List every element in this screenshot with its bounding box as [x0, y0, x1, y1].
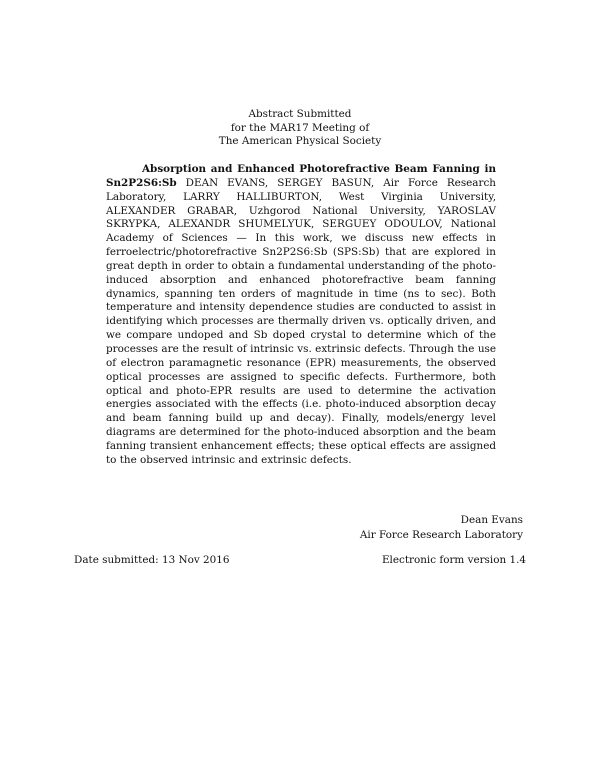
- header-line-society: The American Physical Society: [218, 135, 382, 147]
- date-submitted: Date submitted: 13 Nov 2016: [74, 554, 230, 566]
- abstract-authors: DEAN EVANS, SERGEY BASUN, Air Force Research Laboratory, LARRY HALLIBURTON, West Virginia University, ALEXANDER GRABAR, Uzhgorod National University, YAROSLAV SKRYPKA, ALEXANDR SHUMELYUK, SERGUEY ODOULOV, National Academy of Sciences: [106, 176, 496, 245]
- signature-affiliation: Air Force Research Laboratory: [359, 528, 523, 541]
- form-version: Electronic form version 1.4: [381, 554, 526, 566]
- header-line-meeting: for the MAR17 Meeting of: [230, 121, 370, 134]
- submission-header: [0, 108, 600, 149]
- abstract-separator: —: [236, 232, 247, 245]
- signature-block: [360, 513, 523, 542]
- header-line-abstract-submitted: Abstract Submitted: [248, 108, 352, 120]
- abstract-paragraph: [106, 163, 496, 468]
- abstract-body: In this work, we discuss new effects in ferroelectric/photorefractive Sn2P2S6:Sb (SPS:Sb) that are explored in great depth in order to obtain a fundamental understanding of the photo-induced absorption and enhanced photorefractive beam fanning dynamics, spanning ten orders of magnitude in time (ns to sec). Both temperature and intensity dependence studies are conducted to assist in identifying which processes are thermally driven vs. optically driven, and we compare undoped and Sb doped crystal to determine which of the processes are the result of intrinsic vs. extrinsic defects. Through the use of electron paramagnetic resonance (EPR) measurements, the observed optical processes are assigned to specific defects. Furthermore, both optical and photo-EPR results are used to determine the activation energies associated with the effects (i.e. photo-induced absorption decay and beam fanning build up and decay). Finally, models/energy level diagrams are determined for the photo-induced absorption and the beam fanning transient enhancement effects; these optical effects are assigned to the observed intrinsic and extrinsic defects.: [106, 232, 496, 466]
- abstract-title: Absorption and Enhanced Photorefractive Beam Fanning in Sn2P2S6:Sb: [106, 163, 496, 189]
- signature-name: Dean Evans: [460, 514, 523, 526]
